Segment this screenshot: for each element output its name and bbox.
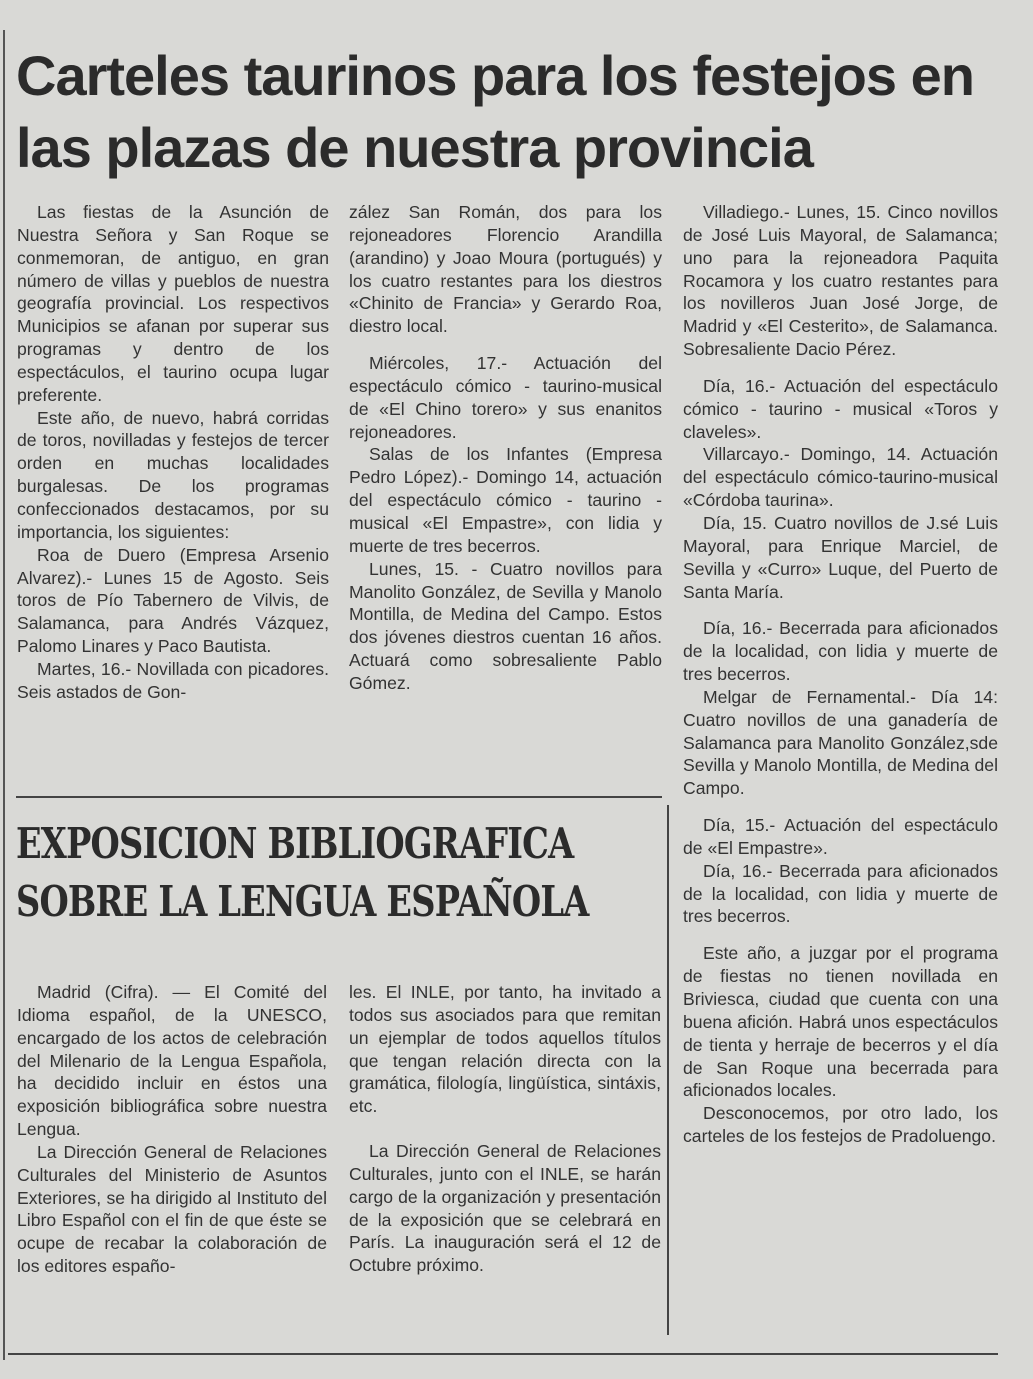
article2-headline-line1: EXPOSICION BIBLIOGRAFICA (16, 819, 574, 868)
article2-column-2 (349, 981, 661, 1277)
bottom-rule (8, 1353, 998, 1355)
article1-col3-para: Día, 15. Cuatro novillos de J.sé Luis Mayoral, para Enrique Marciel, de Sevilla y «Curro» Luque, del Puerto de Santa María. (683, 512, 998, 602)
article1-col1-para: Las fiestas de la Asunción de Nuestra Señora y San Roque se conmemoran, de antiguo, en gran número de villas y pueblos de nuestra geografía provincial. Los respectivos Municipios se afanan por superar sus programas y dentro de los espectáculos, el taurino ocupa lugar preferente. (17, 202, 329, 405)
article1-col3-para: Villarcayo.- Domingo, 14. Actuación del espectáculo cómico-taurino-musical «Córdoba taurina». (683, 444, 998, 511)
column-separator (667, 805, 669, 1335)
article1-col3-para: Día, 16.- Actuación del espectáculo cómico - taurino - musical «Toros y claveles». (683, 375, 998, 442)
article1-col2-para: Salas de los Infantes (Empresa Pedro López).- Domingo 14, actuación del espectáculo cómico - taurino - musical «El Empastre», con lidia y muerte de tres becerros. (349, 444, 662, 556)
article1-col3-para: Villadiego.- Lunes, 15. Cinco novillos de José Luis Mayoral, de Salamanca; uno para la rejoneadora Paquita Rocamora y los cuatro restantes para los novilleros Juan José Jorge, de Madrid y «El Cesterito», de Salamanca. Sobresaliente Dacio Pérez. (683, 202, 998, 360)
article2-headline-line2: SOBRE LA LENGUA ESPAÑOLA (16, 877, 589, 926)
article2-col2-para: les. El INLE, por tanto, ha invitado a todos sus asociados para que remitan un ejemplar de todos aquellos títulos que tengan relación directa con la gramática, filología, lingüística, sintáxis, etc. (349, 982, 661, 1117)
article2-headline (16, 815, 589, 931)
article2-column-1 (17, 981, 327, 1278)
article2-col1-para: La Dirección General de Relaciones Culturales del Ministerio de Asuntos Exteriores, se ha dirigido al Instituto del Libro Español con el fin de que éste se ocupe de recabar la colaboración de los editores españo- (17, 1141, 327, 1277)
article1-column-3 (683, 201, 998, 1148)
article1-col3-para: Melgar de Fernamental.- Día 14: Cuatro novillos de una ganadería de Salamanca para Manolito González,sde Sevilla y Manolo Montilla, de Medina del Campo. (683, 686, 998, 799)
article1-col2-para: Miércoles, 17.- Actuación del espectáculo cómico - taurino-musical de «El Chino torero» y sus enanitos rejoneadores. (349, 353, 662, 442)
article1-col1-para: Martes, 16.- Novillada con picadores. Seis astados de Gon- (17, 658, 329, 702)
article1-col1-para: Roa de Duero (Empresa Arsenio Alvarez).- Lunes 15 de Agosto. Seis toros de Pío Tabernero de Vilvis, de Salamanca, para Andrés Vázquez, Palomo Linares y Paco Bautista. (17, 544, 329, 657)
left-margin-rule (3, 30, 5, 1360)
article1-col3-para: Desconocemos, por otro lado, los carteles de los festejos de Pradoluengo. (683, 1103, 998, 1147)
article1-col1-para: Este año, de nuevo, habrá corridas de toros, novilladas y festejos de tercer orden en muchas localidades burgalesas. De los programas confeccionados destacamos, por su importancia, los siguientes: (17, 407, 329, 542)
article2-col2-para: La Dirección General de Relaciones Culturales, junto con el INLE, se harán cargo de la organización y presentación de la exposición que se celebrará en París. La inauguración será el 12 de Octubre próximo. (349, 1141, 661, 1276)
article1-headline: Carteles taurinos para los festejos en las plazas de nuestra provincia (16, 44, 974, 179)
article1-col3-para: Este año, a juzgar por el programa de fiestas no tienen novillada en Briviesca, ciudad que cuenta con una buena afición. Habrá unos espectáculos de tienta y herraje de becerros y el día de San Roque una becerrada para aficionados locales. (683, 943, 998, 1101)
article1-col2-para: zález San Román, dos para los rejoneadores Florencio Arandilla (arandino) y Joao Moura (portugués) y los cuatro restantes para los diestros «Chinito de Francia» y Gerardo Roa, diestro local. (349, 202, 662, 337)
article2-col1-para: Madrid (Cifra). — El Comité del Idioma español, de la UNESCO, encargado de los actos de celebración del Milenario de la Lengua Española, ha decidido incluir en éstos una exposición bibliográfica sobre nuestra Lengua. (17, 982, 327, 1140)
article1-col3-para: Día, 16.- Becerrada para aficionados de la localidad, con lidia y muerte de tres becerros. (683, 618, 998, 685)
article1-col2-para: Lunes, 15. - Cuatro novillos para Manolito González, de Sevilla y Manolo Montilla, de Medina del Campo. Estos dos jóvenes diestros cuentan 16 años. Actuará como sobresaliente Pablo Gómez. (349, 558, 662, 693)
article1-col3-para: Día, 16.- Becerrada para aficionados de la localidad, con lidia y muerte de tres becerros. (683, 860, 998, 927)
section-divider (16, 796, 662, 798)
article1-column-2 (349, 201, 662, 695)
article1-col3-para: Día, 15.- Actuación del espectáculo de «El Empastre». (683, 815, 998, 858)
article1-column-1 (17, 201, 329, 704)
